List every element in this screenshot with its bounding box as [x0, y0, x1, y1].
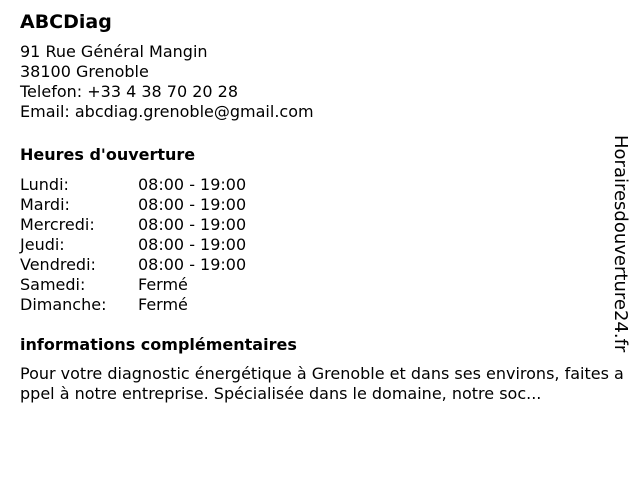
- address-city: 38100 Grenoble: [20, 62, 149, 81]
- contact-block: [20, 42, 632, 122]
- phone-number: Telefon: +33 4 38 70 20 28: [20, 82, 239, 101]
- day-hours: Fermé: [138, 295, 188, 314]
- info-description: Pour votre diagnostic énergétique à Grenoble et dans ses environs, faites appel à notre entreprise. Spécialisée dans le domaine, notre soc...: [20, 364, 624, 403]
- hours-row-friday: [20, 255, 632, 275]
- hours-row-sunday: [20, 295, 632, 315]
- business-card: [20, 10, 632, 404]
- hours-row-wednesday: [20, 215, 632, 235]
- hours-heading: Heures d'ouverture: [20, 145, 196, 164]
- day-label: Jeudi:: [20, 235, 65, 254]
- day-label: Lundi:: [20, 175, 69, 194]
- day-hours: 08:00 - 19:00: [138, 175, 247, 194]
- hours-row-monday: [20, 175, 632, 195]
- day-hours: 08:00 - 19:00: [138, 215, 247, 234]
- email-address: Email: abcdiag.grenoble@gmail.com: [20, 102, 314, 121]
- hours-row-tuesday: [20, 195, 632, 215]
- site-watermark: [600, 135, 640, 353]
- day-hours: 08:00 - 19:00: [138, 195, 247, 214]
- business-name: ABCDiag: [20, 11, 112, 33]
- day-label: Mercredi:: [20, 215, 95, 234]
- watermark-text: Horairesdouverture24.fr: [610, 135, 631, 353]
- day-label: Samedi:: [20, 275, 86, 294]
- day-label: Mardi:: [20, 195, 70, 214]
- day-hours: Fermé: [138, 275, 188, 294]
- day-hours: 08:00 - 19:00: [138, 255, 247, 274]
- day-label: Dimanche:: [20, 295, 107, 314]
- address-street: 91 Rue Général Mangin: [20, 42, 208, 61]
- day-hours: 08:00 - 19:00: [138, 235, 247, 254]
- day-label: Vendredi:: [20, 255, 96, 274]
- hours-row-saturday: [20, 275, 632, 295]
- hours-row-thursday: [20, 235, 632, 255]
- info-heading: informations complémentaires: [20, 335, 297, 354]
- opening-hours-list: [20, 175, 632, 315]
